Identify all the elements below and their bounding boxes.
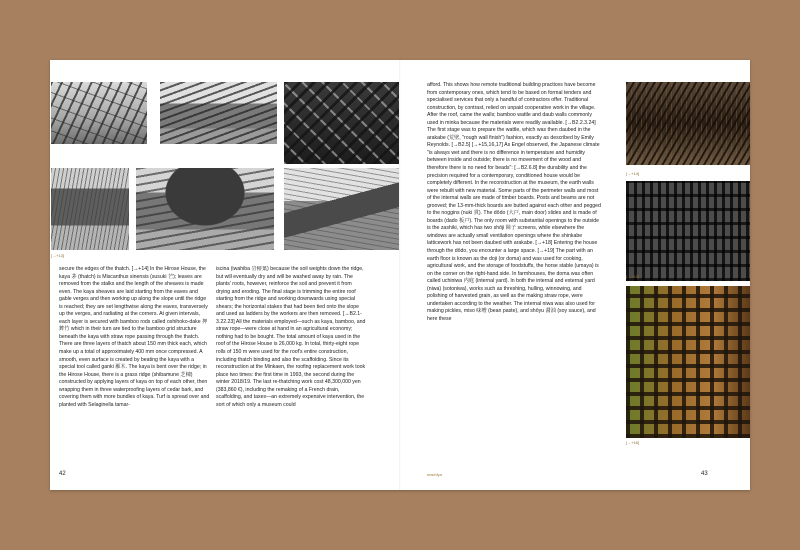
page-number-left: 42 <box>59 471 66 477</box>
archival-photo-workers <box>136 168 274 250</box>
archival-photo-roof-frame <box>160 82 277 144</box>
archival-photo-thatching <box>51 168 129 250</box>
figure-tag-15: [→+15] <box>626 274 640 279</box>
archival-photo-roof-grid <box>284 82 399 164</box>
color-photo-thatch-underside <box>626 82 750 165</box>
color-photo-bamboo-wattle <box>626 286 750 438</box>
left-column-2 <box>216 266 366 462</box>
gutter <box>399 60 401 490</box>
right-column-1 <box>427 82 603 463</box>
figure-tag-13: [→+13] <box>51 253 65 258</box>
color-photo-lattice-wall <box>626 181 750 281</box>
archival-photo-frame <box>51 82 147 144</box>
archival-photo-finished-roof <box>284 168 399 250</box>
left-column-2-text: iscina (iwahiba 岩檜葉) because the soil weights down the ridge, but will eventually dry and will be washed away by rain. The plants' roots, however, reinforce the soil and prevent it from drying and eroding. The final stage is trimming the entire roof starting from the ridge and working downwards using special shears; the horizontal stakes that had been tied onto the slope and used as ladders by the workers are then removed. [→B2.1-3.22.23] All the materials employed—such as kaya, bamboo, and straw rope—were close at hand in an agricultural economy; nothing had to be bought. The total amount of kaya used in the roof of the Hirose House is 26,000 kg. In total, thirty-eight rope rolls of 150 m were used for the roof's entire construction, including thatch binding and also the scaffolding. Since its reconstruction at the Minkaen, the roofing replacement work took place two times: the first time in 1993, the second during the winter 2018/19. The last re-thatching work cost 48,300,000 yen (383,860 €), including the remaking of a French drain, scaffolding, and taxes—an extremely expensive intervention, the sort of which only a museum could <box>216 266 366 408</box>
left-column-1-text: secure the edges of the thatch. [→+14] In the Hirose House, the kaya 茅 (thatch) is Miscanthus sinensis (susuki 芒); leaves are removed from the stalks and the length of the sheaves is made even. The kaya sheaves are laid starting from the eaves and gable verges and then working up along the slope until the ridge is reached; they are set lengthwise along the eaves, transversely up the verges, and radiating at the corners. At given intervals, each layer is secured with bamboo rods called oshihoko-dake 押鉾竹 which in their turn are tied to the bamboo grid structure beneath the kaya with straw rope passing through the thatch. There are three layers of thatch about 150 mm thick each, which make up a total of approximately 400 mm once compressed. A smooth, even surface is created by beating the kaya with a special tool called ganki 雁木. The kaya is bent over the ridge; in the Hirose House, there is a grass ridge (shibamune 芝棟) constructed by applying layers of kaya on top of each other, then wrapping them in three waterproofing layers of cedar bark, and covering them with more bundles of kaya. Turf is spread over and planted with Selaginella tamar- <box>59 266 210 408</box>
book-spread <box>50 60 750 490</box>
running-head: machiya <box>427 472 442 477</box>
figure-tag-14: [→+14] <box>626 171 640 176</box>
left-column-1 <box>59 266 211 462</box>
page-number-right: 43 <box>701 471 708 477</box>
right-column-1-text: afford. This shows how remote traditional building practices have become from contemporary ones, which tend to be based on formal tenders and specialised services that only a handful of contractors offer. Traditional construction, by contrast, relied on unpaid cooperative work in the village. After the roof, came the walls; bamboo wattle and daub walls commonly used in minka because the materials were readily available. [→B2.2.3.24] The first stage was to prepare the wattle, which was then daubed in the arakabe (荒壁, "rough wall finish") fashion, exactly as described by Emily Reynolds. [→B2.5] [→+15,16,17] As Engel observed, the Japanese climate "is always wet and there is no difference in temperature and humidity between inside and outside; there is no movement of the wood and therefore there is no need for beads": [→B2.6.8] the durability and the precision required for a contemporary, conditioned house would be completely different. In the reconstruction at the museum, the earth walls were rebuilt with new material. Some parts of the perimeter walls and most of the internal walls are made of timber boards. Posts and beams are not grooved; the 13-mm-thick boards are butted against each other and pegged to the noggins (nuki 貫). The dōdo (大戸, main door) slides and is made of boards (dado 板戸). The only room with substantial openings to the outside is the zashiki, which has two shōji 障子 screens, while elsewhere the windows are actually small ventilation openings where the shinkabe latticework has not been daubed with arakabe. [→+18] Entering the house through the dōdo, you encounter a large space. [→+19] The part with an earth floor is known as the doji (or doma) and was used for cooking, agricultural work, and the storage of foodstuffs, the horse stable (umaya) is on the corner on the right-hand side. In farmhouses, the doma was often called uchiniwa 内庭 (internal yard). In both the internal and external yard (niwa) (sotoniwa), works such as threshing, hulling, winnowing, and polishing of harvested grain, as well as the making straw rope, were undertaken according to the weather. The internal niwa was also used for making pickles, miso 味噌 (bean paste), and shōyu 醤油 (soy sauce), and here these <box>427 82 601 322</box>
figure-tag-16: [→+16] <box>626 440 640 445</box>
